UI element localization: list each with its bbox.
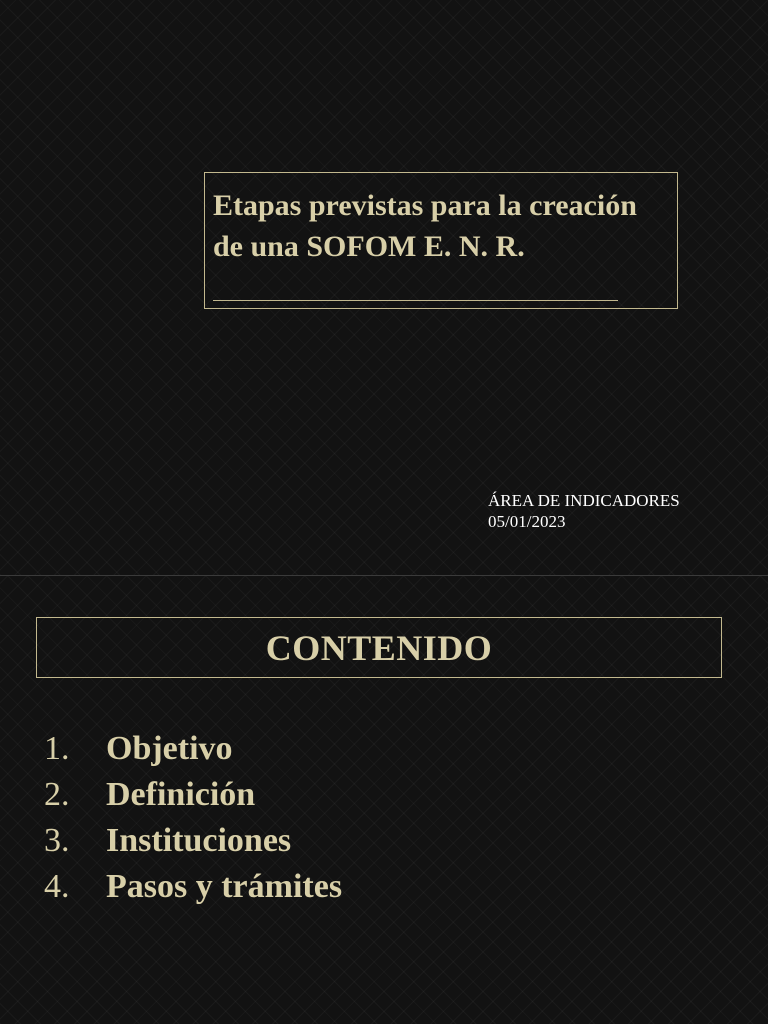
contents-heading-box xyxy=(36,617,722,678)
list-item xyxy=(44,726,342,772)
list-item-label: Definición xyxy=(106,776,256,813)
subtitle-block xyxy=(488,490,758,532)
list-item-number: 1. xyxy=(44,730,70,767)
list-item xyxy=(44,864,342,910)
date-label: 05/01/2023 xyxy=(488,512,566,531)
contents-heading: CONTENIDO xyxy=(265,627,493,668)
list-item-label: Objetivo xyxy=(106,730,233,767)
contents-slide xyxy=(0,576,768,1024)
list-item-label: Instituciones xyxy=(106,822,292,859)
list-item-label: Pasos y trámites xyxy=(106,868,343,905)
list-item xyxy=(44,772,342,818)
title-underline xyxy=(213,300,618,301)
department-label: ÁREA DE INDICADORES xyxy=(488,491,680,510)
list-item-number: 3. xyxy=(44,822,70,859)
title-box xyxy=(204,172,678,309)
list-item-number: 2. xyxy=(44,776,70,813)
list-item-number: 4. xyxy=(44,868,70,905)
contents-list xyxy=(44,726,342,910)
list-item xyxy=(44,818,342,864)
slide-title: Etapas previstas para la creación de una SOFOM E. N. R. xyxy=(213,189,637,263)
